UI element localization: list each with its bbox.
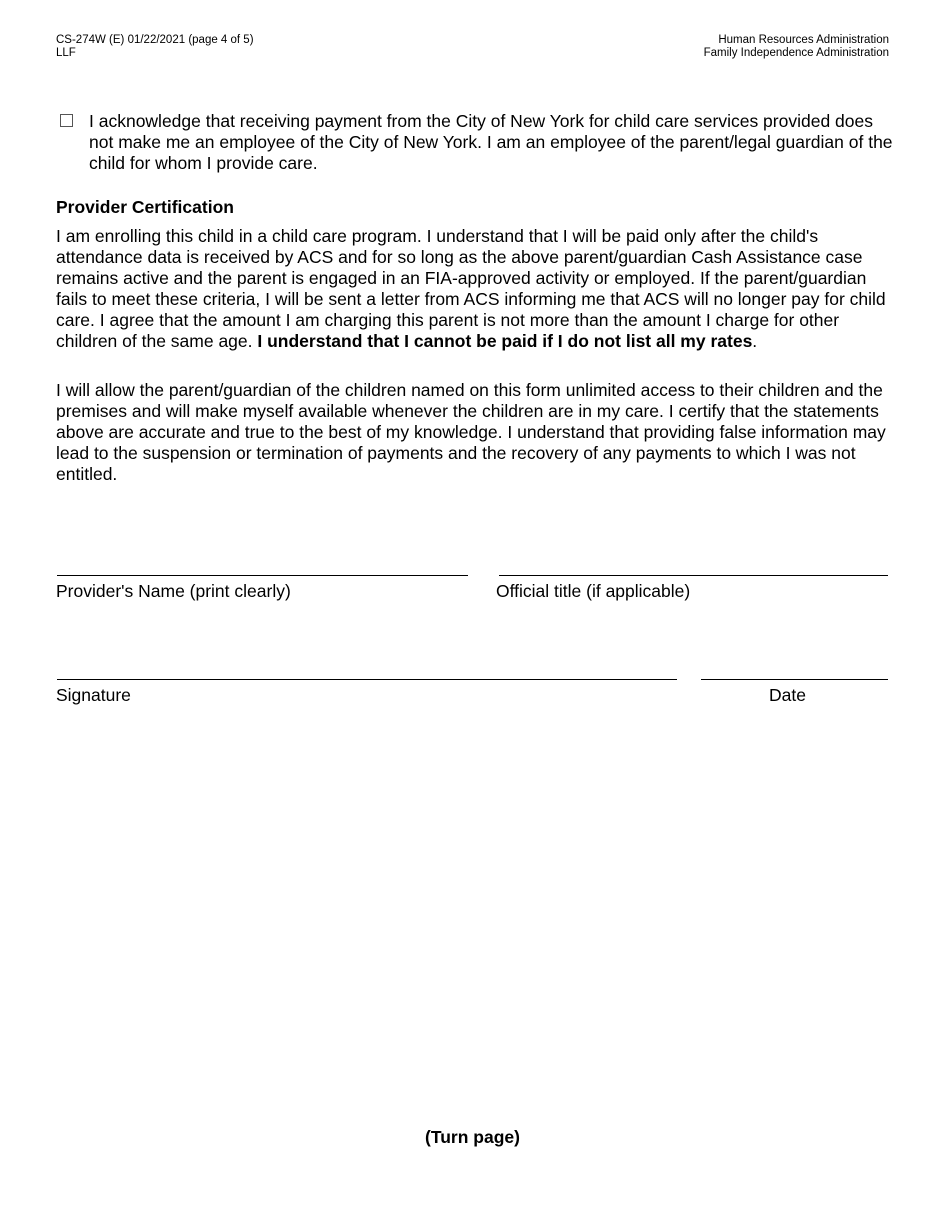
form-identifier	[56, 34, 254, 60]
division-name: Family Independence Administration	[703, 47, 889, 59]
certification-paragraph-1-text: I am enrolling this child in a child care program. I understand that I will be paid only after the child's attendance data is received by ACS and for so long as the above parent/guardian Cash Assistance case remains active and the parent is engaged in an FIA-approved activity or employed. If the parent/guardian fails to meet these criteria, I will be sent a letter from ACS informing me that ACS will no longer pay for child care. I agree that the amount I am charging this parent is not more than the amount I charge for other children of the same age.	[56, 226, 886, 351]
turn-page-note: (Turn page)	[425, 1127, 520, 1147]
form-number: CS-274W (E) 01/22/2021 (page 4 of 5)	[56, 34, 254, 46]
agency-name: Human Resources Administration	[718, 34, 889, 46]
date-label: Date	[769, 685, 806, 705]
certification-rates-notice: I understand that I cannot be paid if I do not list all my rates	[257, 331, 753, 351]
acknowledgement-section	[56, 111, 896, 174]
official-title-field[interactable]	[499, 575, 888, 576]
provider-certification-title: Provider Certification	[56, 197, 234, 217]
agency-header	[704, 34, 889, 60]
signature-label: Signature	[56, 685, 131, 705]
certification-paragraph-2: I will allow the parent/guardian of the children named on this form unlimited access to their children and the premises and will make myself available whenever the children are in my care. I certify that the statements above are accurate and true to the best of my knowledge. I understand that providing false information may lead to the suspension or termination of payments and the recovery of any payments to which I was not entitled.	[56, 380, 886, 484]
official-title-label: Official title (if applicable)	[496, 581, 691, 601]
provider-name-field[interactable]	[57, 575, 468, 576]
acknowledgement-checkbox[interactable]	[60, 114, 73, 127]
form-code: LLF	[56, 47, 76, 59]
certification-paragraph-1-end: .	[752, 331, 758, 351]
certification-paragraph-1	[56, 226, 896, 352]
acknowledgement-text: I acknowledge that receiving payment from the City of New York for child care services provided does not make me an employee of the City of New York. I am an employee of the parent/legal guardian of the child for whom I provide care.	[89, 111, 893, 173]
date-field[interactable]	[701, 679, 888, 680]
provider-name-label: Provider's Name (print clearly)	[56, 581, 291, 601]
signature-field[interactable]	[57, 679, 677, 680]
